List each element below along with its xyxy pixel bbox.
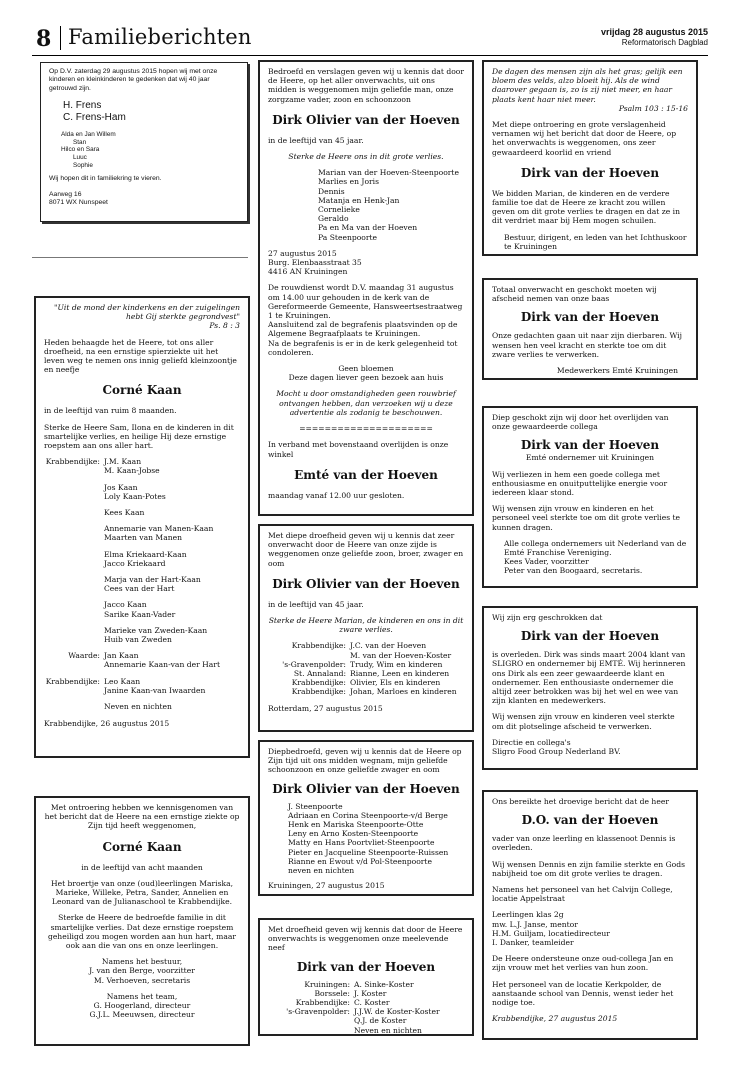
header-rule <box>32 55 708 56</box>
signature-line: Sligro Food Group Nederland BV. <box>492 747 621 757</box>
family-place: Krabbendijke: <box>291 678 346 688</box>
family-member: J. Koster <box>354 988 387 998</box>
section-title: Familieberichten <box>68 25 252 49</box>
family-place: 's-Gravenpolder: <box>286 1007 350 1017</box>
family-member: Annemarie Kaan-van der Hart <box>104 660 220 670</box>
ad-intro: Diepbedroefd, geven wij u kennis dat de Heere op Zijn tijd uit ons midden wegnam, mijn geliefde schoonzoon en onze geliefde zwager en oom <box>268 747 462 775</box>
funeral-info: Na de begrafenis is er in de kerk gelegenheid tot condoleren. <box>268 338 458 357</box>
family-list <box>44 457 240 711</box>
ad-dirk-staff <box>482 278 698 380</box>
newspaper-name: Reformatorisch Dagblad <box>621 38 708 47</box>
family-member: Rianne en Ewout v/d Pol-Steenpoorte <box>288 856 432 866</box>
family-member: Kees Kaan <box>104 508 145 518</box>
ad-text: Wij wensen zijn vrouw en kinderen en het personeel veel sterkte toe om dit grote verlies te kunnen dragen. <box>492 504 681 532</box>
family-member: Matty en Hans Poortvliet-Steenpoorte <box>288 838 435 848</box>
deceased-name: Dirk van der Hoeven <box>520 629 660 644</box>
ad-wish: Wij hopen dit in familiekring te vieren. <box>49 175 162 183</box>
deceased-name: Dirk Olivier van der Hoeven <box>272 781 460 796</box>
ad-footer: Rotterdam, 27 augustus 2015 <box>268 703 383 713</box>
separator: ===================== <box>299 424 433 434</box>
ad-intro: Heden behaagde het de Heere, tot ons aller droefheid, na een ernstige spierziekte uit het leven weg te nemen ons innig geliefd kleinzoontje en neefje <box>44 337 237 375</box>
ad-text: vader van onze leerling en klassenoot Dennis is overleden. <box>492 834 676 853</box>
ad-dirk-family <box>258 60 474 516</box>
family-member: Rianne, Leen en kinderen <box>350 669 450 679</box>
family-member: Pa en Ma van der Hoeven <box>318 223 418 233</box>
ad-dirk-sligro <box>482 606 698 770</box>
deceased-name: Dirk van der Hoeven <box>520 438 660 453</box>
funeral-info: De rouwdienst wordt D.V. maandag 31 augustus om 14.00 uur gehouden in de kerk van de Gereformeerde Gemeente, Hansweertsestraatweg 1 te Kruiningen. <box>268 283 463 321</box>
family-member: Pieter en Jacqueline Steenpoorte-Ruissen <box>288 847 449 857</box>
ad-intro: Op D.V. zaterdag 29 augustus 2015 hopen wij met onze kinderen en kleinkinderen te gedenken dat wij 40 jaar getrouwd zijn. <box>49 68 218 92</box>
ad-intro: Wij zijn erg geschrokken dat <box>492 613 603 622</box>
scripture-quote: "Uit de mond der kinderkens en der zuigelingen hebt Gij sterkte gegrondvest" <box>54 303 240 322</box>
family-member: neven en nichten <box>288 866 355 876</box>
family-member: Cornelieke <box>318 205 360 215</box>
ad-text: De Heere ondersteune onze oud-collega Jan en zijn vrouw met het verlies van hun zoon. <box>492 954 674 973</box>
family-member: Elma Kriekaard-Kaan <box>104 549 187 559</box>
visit-note: Deze dagen liever geen bezoek aan huis <box>288 373 444 383</box>
ad-date: 27 augustus 2015 <box>268 248 337 258</box>
ad-text: Wij verliezen in hem een goede collega met enthousiasme en onuitputtelijke energie voor iedereen klaar stond. <box>492 469 668 498</box>
family-member: Leo Kaan <box>104 676 141 686</box>
family-member: Neven en nichten <box>354 1025 422 1035</box>
deceased-name: D.O. van der Hoeven <box>521 813 659 828</box>
couple-name: H. Frens <box>63 100 102 112</box>
ad-text: Wij wensen zijn vrouw en kinderen veel sterkte om dit plotselinge afscheid te verwerken. <box>492 712 675 731</box>
flowers-note: Geen bloemen <box>338 364 394 374</box>
family-place: Kruiningen: <box>304 979 350 989</box>
ad-frens-anniversary <box>40 62 248 222</box>
family-place: Borssele: <box>314 988 350 998</box>
family-member: Leny en Arno Kosten-Steenpoorte <box>288 829 419 839</box>
address-line: 4416 AN Kruiningen <box>268 267 348 277</box>
signature-line: Namens het bestuur, <box>101 957 183 967</box>
deceased-name: Corné Kaan <box>102 839 182 854</box>
signature-line: Kees Vader, voorzitter <box>504 557 589 567</box>
family-member: M. van der Hoeven-Koster <box>350 650 452 660</box>
family-member: Neven en nichten <box>104 702 172 712</box>
ad-footer: Krabbendijke, 26 augustus 2015 <box>44 719 170 729</box>
family-member: C. Koster <box>354 998 390 1008</box>
shop-notice: In verband met bovenstaand overlijden is onze winkel <box>268 440 449 459</box>
signature-line: Alle collega ondernemers uit Nederland van de Emté Franchise Vereniging. <box>504 538 687 558</box>
family-member: J. Steenpoorte <box>288 801 343 811</box>
grandchild-name: Luuc <box>73 154 87 161</box>
family-place: Krabbendijke: <box>45 457 100 467</box>
signature: Bestuur, dirigent, en leden van het Ichthuskoor te Kruiningen <box>504 232 687 251</box>
signature-line: M. Verhoeven, secretaris <box>93 975 191 985</box>
ad-kaan-school <box>34 796 250 1046</box>
signature-line: Peter van den Boogaard, secretaris. <box>504 566 643 576</box>
deceased-name: Dirk Olivier van der Hoeven <box>272 112 460 127</box>
address-line: 8071 WX Nunspeet <box>49 199 108 206</box>
family-place: Waarde: <box>68 651 100 661</box>
ad-text: Sterke de Heere de bedroefde familie in dit smartelijke verlies. Dat deze ernstige roepstem geheiligd zou mogen worden aan hun hart, maar ook aan die van ons en onze leerlingen. <box>47 913 237 951</box>
ad-wish: Sterke de Heere Marian, de kinderen en ons in dit zware verlies. <box>268 616 464 635</box>
ad-text: Onze gedachten gaan uit naar zijn dierbaren. Wij wensen hen veel kracht en sterkte toe om dit zware verlies te verwerken. <box>492 331 682 359</box>
family-list <box>268 641 464 696</box>
family-member: M. Kaan-Jobse <box>104 466 160 476</box>
signature-line: J. van den Berge, voorzitter <box>89 966 195 976</box>
signature-line: Namens het team, <box>106 991 178 1001</box>
signature-line: locatie Appelstraat <box>492 894 565 904</box>
family-place: Krabbendijke: <box>295 998 350 1008</box>
family-place: Krabbendijke: <box>291 687 346 697</box>
page-header <box>32 20 708 54</box>
family-member: Matanja en Henk-Jan <box>318 195 400 205</box>
issue-date: vrijdag 28 augustus 2015 <box>600 27 708 37</box>
funeral-info: Aansluitend zal de begrafenis plaatsvinden op de Algemene Begraafplaats te Kruiningen. <box>268 320 458 339</box>
family-member: Jacco Kaan <box>104 600 147 610</box>
family-member: Jan Kaan <box>104 651 139 661</box>
family-place: Krabbendijke: <box>291 641 346 651</box>
deceased-age: in de leeftijd van ruim 8 maanden. <box>44 406 177 416</box>
deceased-role: Emté ondernemer uit Kruiningen <box>525 453 655 463</box>
deceased-name: Dirk van der Hoeven <box>296 959 436 974</box>
deceased-name: Corné Kaan <box>102 383 182 398</box>
child-name: Alda en Jan Willem <box>61 131 116 139</box>
signature-line: H.M. Guiljam, locatiedirecteur <box>492 928 610 938</box>
ad-intro: Diep geschokt zijn wij door het overlijden van onze gewaardeerde collega <box>492 413 669 432</box>
header-divider <box>60 26 61 50</box>
family-place: 's-Gravenpolder: <box>282 659 346 669</box>
family-member: Loly Kaan-Potes <box>104 491 166 501</box>
ad-intro: Met ontroering hebben we kennisgenomen van het bericht dat de Heere na een ernstige ziekte op Zijn tijd heeft weggenomen, <box>44 803 240 831</box>
family-place: St. Annaland: <box>293 669 346 679</box>
signature-line: G.J.L. Meeuwsen, directeur <box>89 1010 195 1020</box>
family-member: Huib van Zweden <box>104 635 172 645</box>
ad-dirk-cousins <box>258 918 474 1036</box>
ad-text: is overleden. Dirk was sinds maart 2004 klant van SLIGRO en ondernemer bij EMTÉ. Wij herinneren ons Dirk als een zeer gewaardeerde klant en ondernemer. Een enthousiaste ondernemer die altijd zeer betrokken was bij het wel en wee van zijn klanten en medewerkers. <box>492 650 686 706</box>
ad-text: Het broertje van onze (oud)leerlingen Mariska, Marieke, Willeke, Petra, Sander, Annelien en Leonard van de Julianaschool te Krabbendijke. <box>50 878 234 907</box>
family-member: Johan, Marloes en kinderen <box>350 687 457 697</box>
family-member: Dennis <box>318 186 345 196</box>
ad-dirk-in-laws <box>258 740 474 896</box>
psalm-reference: Psalm 103 : 15-16 <box>618 103 688 113</box>
psalm-quote: De dagen des mensen zijn als het gras; gelijk een bloem des velds, alzo bloeit hij. Als de wind daarover gegaan is, zo is zij niet meer, en haar plaats kent haar niet meer. <box>492 67 683 104</box>
family-member: Sarike Kaan-Vader <box>104 609 176 619</box>
signature-line: mw. L.J. Janse, mentor <box>492 919 578 929</box>
signature: Medewerkers Emté Kruiningen <box>556 366 678 376</box>
ad-wish: Sterke de Heere ons in dit grote verlies. <box>288 152 444 162</box>
family-member: Marja van der Hart-Kaan <box>104 575 201 585</box>
family-member: Marieke van Zweden-Kaan <box>104 625 208 635</box>
ad-dirk-school <box>482 790 698 1040</box>
ad-intro: Met diepe ontroering en grote verslagenheid vernamen wij het bericht dat door de Heere, op het onverwachts is weggenomen, ons zeer gewaardeerd koorlid en vriend <box>492 120 677 157</box>
signature-line: G. Hoogerland, directeur <box>93 1001 191 1011</box>
ad-footer: Krabbendijke, 27 augustus 2015 <box>492 1014 618 1024</box>
notice-note: Mocht u door omstandigheden geen rouwbrief ontvangen hebben, dan verzoeken wij u deze advertentie als zodanig te beschouwen. <box>276 389 456 417</box>
family-member: Olivier, Els en kinderen <box>350 678 441 688</box>
ad-dirk-parents <box>258 524 474 732</box>
address-line: Aarweg 16 <box>49 190 82 198</box>
column-rule <box>32 257 248 258</box>
signature-line: Namens het personeel van het Calvijn College, <box>492 885 673 895</box>
family-place: Krabbendijke: <box>45 676 100 686</box>
family-member: J.C. van der Hoeven <box>350 641 427 651</box>
scripture-reference: Ps. 8 : 3 <box>209 321 240 331</box>
signature-line: Leerlingen klas 2g <box>492 910 564 920</box>
ad-dirk-choir <box>482 60 698 256</box>
deceased-name: Dirk van der Hoeven <box>520 310 660 325</box>
ad-intro: Ons bereikte het droevige bericht dat de heer <box>492 797 669 806</box>
child-name: Hilco en Sara <box>61 146 100 154</box>
deceased-name: Dirk van der Hoeven <box>520 165 660 180</box>
family-member: Cees van der Hart <box>104 584 175 594</box>
family-member: Adriaan en Corina Steenpoorte-v/d Berge <box>288 810 448 820</box>
signature-line: Directie en collega's <box>492 737 571 747</box>
family-member: Trudy, Wim en kinderen <box>350 659 443 669</box>
family-member: Jos Kaan <box>104 482 138 492</box>
ad-dirk-colleagues <box>482 406 698 588</box>
ad-text: Het personeel van de locatie Kerkpolder, de aanstaande school van Dennis, wenst ieder het nodige toe. <box>492 979 674 1008</box>
deceased-age: in de leeftijd van acht maanden <box>81 862 203 872</box>
family-member: Geraldo <box>318 214 349 224</box>
shop-name: Emté van der Hoeven <box>294 467 438 482</box>
family-member: Annemarie van Manen-Kaan <box>104 524 214 534</box>
ad-intro: Met droefheid geven wij kennis dat door de Heere onverwachts is weggenomen onze meelevende neef <box>268 925 463 953</box>
family-member: Q.J. de Koster <box>354 1016 407 1026</box>
page-number: 8 <box>36 26 52 52</box>
ad-text: Wij wensen Dennis en zijn familie sterkte en Gods nabijheid toe om dit grote verlies te dragen. <box>492 859 685 878</box>
family-member: Jacco Kriekaard <box>104 558 166 568</box>
family-member: Marlies en Joris <box>318 177 379 187</box>
ad-kaan-family <box>34 296 250 758</box>
family-member: Janine Kaan-van Iwaarden <box>104 685 206 695</box>
grandchild-name: Stan <box>73 138 87 146</box>
ad-footer: Kruiningen, 27 augustus 2015 <box>268 881 385 891</box>
deceased-name: Dirk Olivier van der Hoeven <box>272 576 460 591</box>
family-member: J.M. Kaan <box>104 457 142 467</box>
deceased-age: in de leeftijd van 45 jaar. <box>268 135 364 145</box>
shop-closed: maandag vanaf 12.00 uur gesloten. <box>268 490 405 500</box>
family-member: Henk en Mariska Steenpoorte-Otte <box>288 820 424 830</box>
deceased-age: in de leeftijd van 45 jaar. <box>268 599 364 609</box>
family-member: A. Sinke-Koster <box>354 979 414 989</box>
ad-intro: Met diepe droefheid geven wij u kennis dat zeer onverwacht door de Heere van onze zijde is weggenomen onze geliefde zoon, broer, zwager en oom <box>268 531 464 568</box>
ad-wish: We bidden Marian, de kinderen en de verdere familie toe dat de Heere ze kracht zou willen geven om dit grote verlies te dragen en dat ze in dit verdriet maar bij Hem mogen schuilen. <box>492 188 681 226</box>
ad-intro: Totaal onverwacht en geschokt moeten wij afscheid nemen van onze baas <box>492 285 657 304</box>
family-member: J.J.W. de Koster-Koster <box>354 1007 440 1017</box>
family-member: Maarten van Manen <box>104 533 183 543</box>
ad-wish: Sterke de Heere Sam, Ilona en de kinderen in dit smartelijke verlies, en heilige Hij deze ernstige roepstem aan ons aller hart. <box>44 422 234 451</box>
family-list <box>268 980 464 1035</box>
family-member: Pa Steenpoorte <box>318 232 378 242</box>
signature-line: I. Danker, teamleider <box>492 938 574 948</box>
couple-name: C. Frens-Ham <box>63 112 126 124</box>
grandchild-name: Sophie <box>73 161 93 169</box>
family-member: Marian van der Hoeven-Steenpoorte <box>318 168 459 178</box>
ad-intro: Bedroefd en verslagen geven wij u kennis dat door de Heere, op het aller onverwachts, uit ons midden is weggenomen mijn geliefde man, onze zorgzame vader, zoon en schoonzoon <box>268 67 464 104</box>
address-line: Burg. Elenbaasstraat 35 <box>268 258 362 268</box>
